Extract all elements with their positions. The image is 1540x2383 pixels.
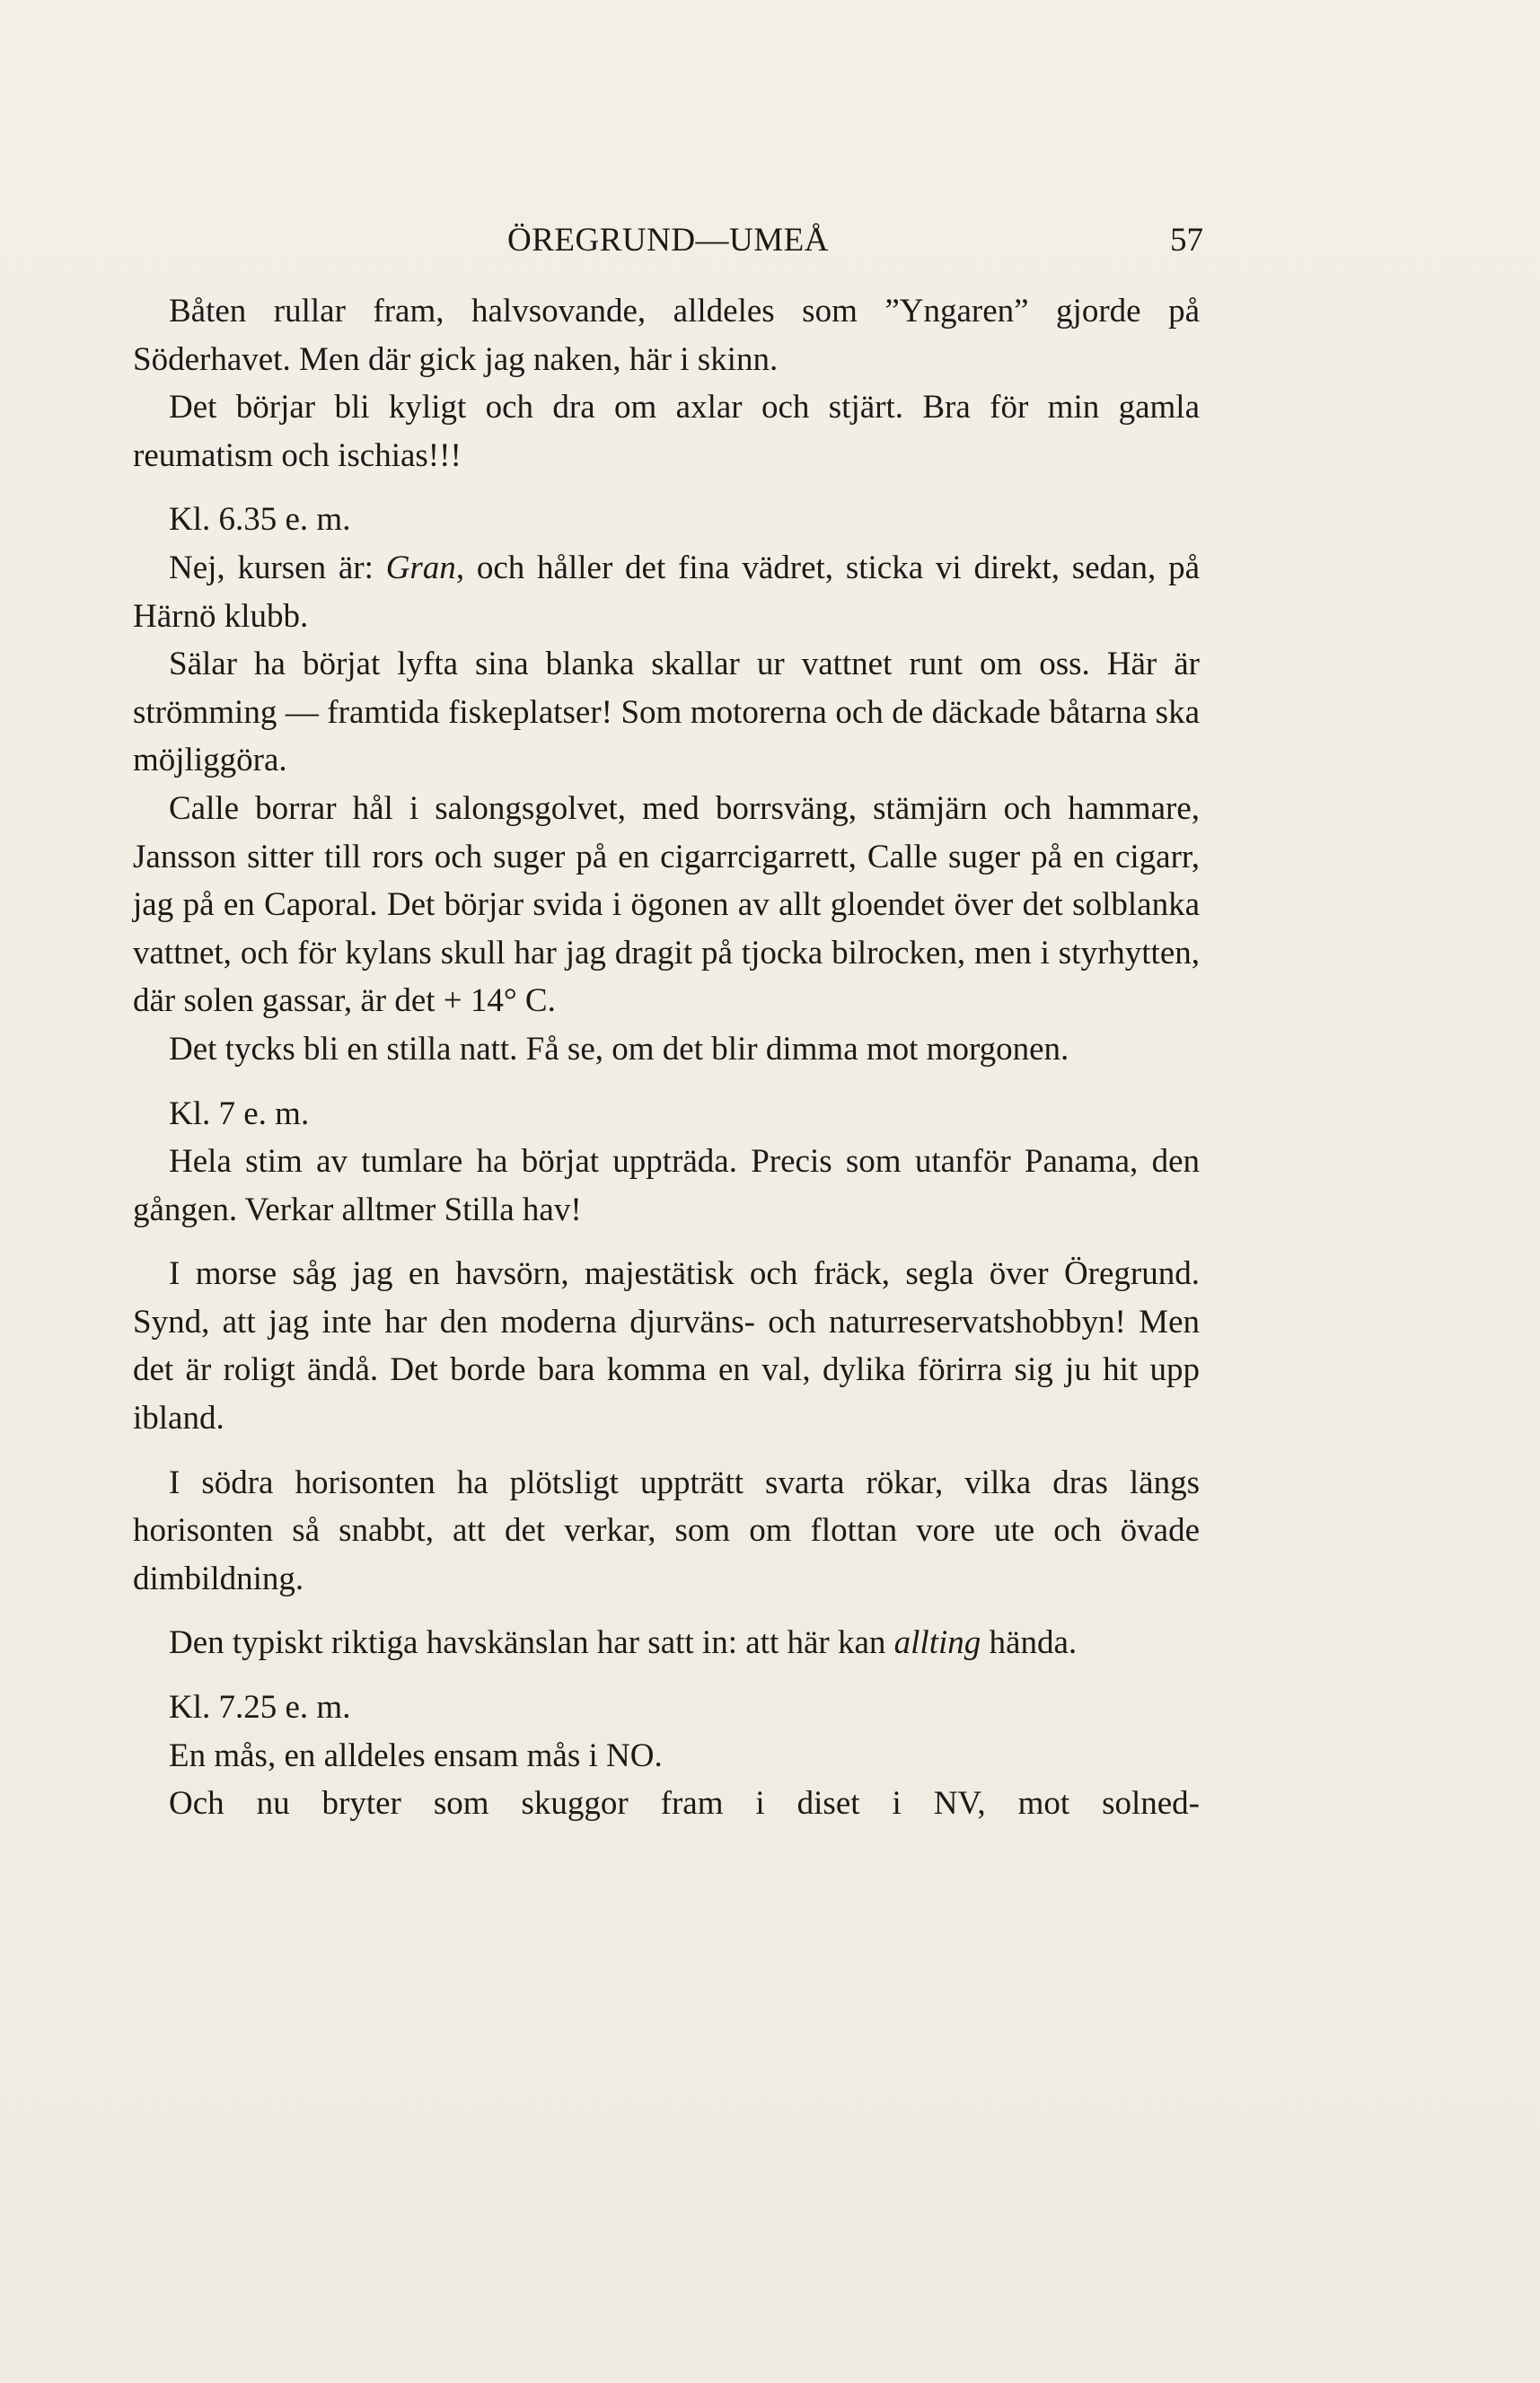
paragraph-getting-cold: Det börjar bli kyligt och dra om axlar och stjärt. Bra för min gamla reumatism och ischias!!!	[133, 389, 1200, 474]
paragraph-shadows: Och nu bryter som skuggor fram i diset i NV, mot solned-	[169, 1785, 1200, 1823]
paragraph-boat-rolling: Båten rullar fram, halvsovande, alldeles som ”Yngaren” gjorde på Söderhavet. Men där gick jag naken, här i skinn.	[133, 293, 1200, 378]
running-title: ÖREGRUND—UMEÅ	[507, 222, 829, 259]
paragraph-course	[133, 544, 1200, 640]
body-text	[133, 287, 1200, 1828]
paragraph-calle-drilling: Calle borrar hål i salongsgolvet, med borrsväng, stämjärn och hammare, Jansson sitter till rors och suger på en cigarrcigarrett, Calle suger på en cigarr, jag på en Caporal. Det börjar svida i ögonen av allt gloendet över det solblanka vattnet, och för kylans skull har jag dragit på tjocka bilrocken, men i styrhytten, där solen gassar, är det + 14° C.	[133, 789, 1200, 1020]
course-text-after: , och håller det fina vädret, sticka vi direkt, sedan, på Härnö klubb.	[133, 549, 1200, 635]
timestamp-7: Kl. 7 e. m.	[169, 1095, 310, 1132]
timestamp-635: Kl. 6.35 e. m.	[169, 501, 351, 539]
course-text-before: Nej, kursen är:	[169, 549, 386, 586]
paragraph-porpoises: Hela stim av tumlare ha börjat uppträda. Precis som utanför Panama, den gången. Verkar alltmer Stilla hav!	[133, 1143, 1200, 1228]
course-destination: Gran	[385, 549, 456, 586]
paragraph-black-smoke: I södra horisonten ha plötsligt uppträtt svarta rökar, vilka dras längs horisonten så snabbt, att det verkar, som om flottan vore ute och övade dimbildning.	[133, 1464, 1200, 1597]
paragraph-seagull: En mås, en alldeles ensam mås i NO.	[169, 1737, 663, 1774]
paragraph-sea-eagle: I morse såg jag en havsörn, majestätisk och fräck, segla över Öregrund. Synd, att jag inte har den moderna djurväns- och naturreservatshobbyn! Men det är roligt ändå. Det borde bara komma en val, dylika förirra sig ju hit upp ibland.	[133, 1255, 1200, 1438]
sea-feeling-after: hända.	[981, 1624, 1078, 1662]
page-header	[133, 215, 1203, 266]
paragraph-seals: Sälar ha börjat lyfta sina blanka skallar ur vattnet runt om oss. Här är strömming — framtida fiskeplatser! Som motorerna och de däckade båtarna ska möjliggöra.	[133, 646, 1200, 779]
sea-feeling-before: Den typiskt riktiga havskänslan har satt in: att här kan	[169, 1624, 894, 1662]
sea-feeling-italic: allting	[893, 1624, 981, 1662]
page-number: 57	[1170, 222, 1203, 259]
paragraph-sea-feeling	[133, 1619, 1200, 1667]
timestamp-725: Kl. 7.25 e. m.	[169, 1689, 351, 1727]
paragraph-still-night: Det tycks bli en stilla natt. Få se, om det blir dimma mot morgonen.	[169, 1030, 1069, 1068]
